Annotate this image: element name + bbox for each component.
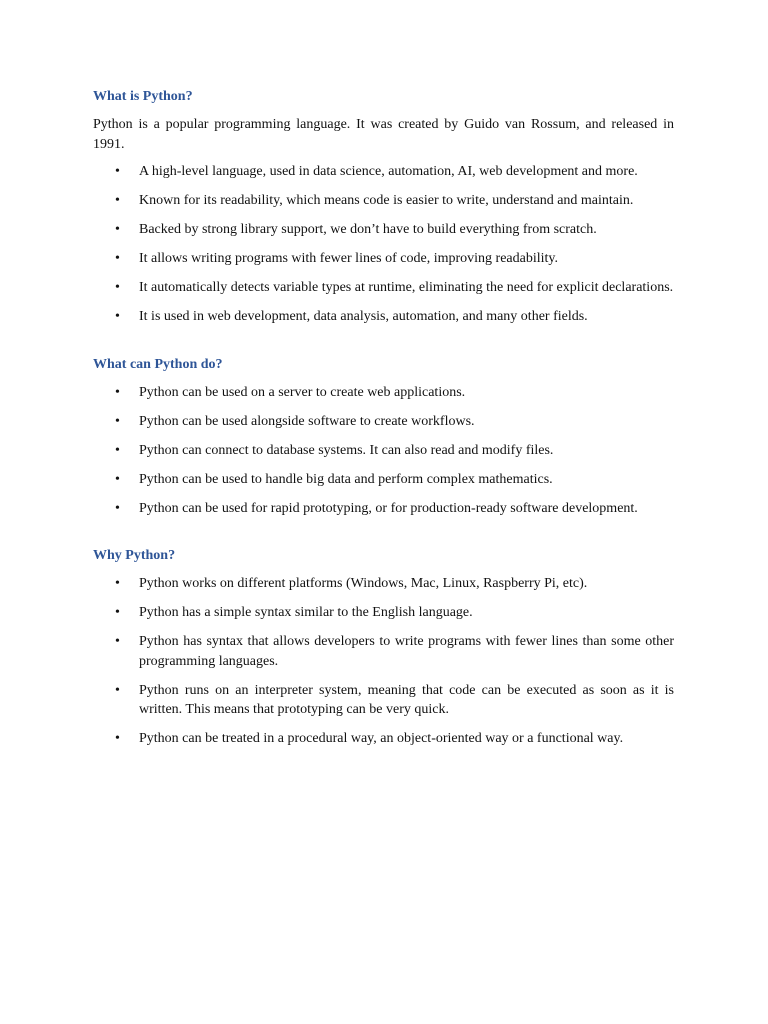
list-item-text: A high-level language, used in data science, automation, AI, web development and more. [139,164,638,179]
bullet-icon: • [115,442,120,458]
list-item [93,191,674,211]
section-heading: What can Python do? [93,356,223,372]
bullet-icon: • [115,634,120,649]
list-item-text: Python can be used on a server to create web applications. [139,384,466,400]
list-item [93,162,674,182]
list-item [93,681,674,720]
bullet-icon: • [115,280,120,295]
list-item-text: Python can connect to database systems. It can also read and modify files. [139,442,554,458]
section-intro: Python is a popular programming language. It was created by Guido van Rossum, and released in 1991. [93,117,674,152]
section-why-python [93,546,674,749]
list-item [93,307,674,327]
bullet-icon: • [115,193,120,208]
bullet-icon: • [115,500,120,516]
bullet-icon: • [115,576,120,591]
bullet-icon: • [115,251,120,266]
section-what-can-python-do [93,355,674,519]
list-item [93,603,674,623]
bullet-list [93,162,674,327]
bullet-icon: • [115,731,120,746]
list-item [93,383,674,403]
list-item-text: Python has syntax that allows developers to write programs with fewer lines than some other programming languages. [139,634,674,669]
list-item-text: Python can be treated in a procedural way, an object-oriented way or a functional way. [139,731,624,746]
list-item-text: Python works on different platforms (Windows, Mac, Linux, Raspberry Pi, etc). [139,576,588,591]
bullet-icon: • [115,413,120,429]
section-heading: What is Python? [93,89,193,104]
list-item [93,729,674,749]
list-item-text: Known for its readability, which means code is easier to write, understand and maintain. [139,193,634,208]
list-item-text: Python can be used for rapid prototyping, or for production-ready software development. [139,500,638,516]
list-item-text: Python runs on an interpreter system, meaning that code can be executed as soon as it is written. This means that prototyping can be very quick. [139,682,674,717]
bullet-list [93,383,674,519]
list-item-text: It automatically detects variable types at runtime, eliminating the need for explicit declarations. [139,280,674,295]
list-item [93,574,674,594]
list-item [93,470,674,490]
bullet-icon: • [115,164,120,179]
bullet-icon: • [115,222,120,237]
list-item [93,412,674,432]
list-item-text: It is used in web development, data analysis, automation, and many other fields. [139,309,588,324]
list-item-text: It allows writing programs with fewer lines of code, improving readability. [139,251,558,266]
list-item [93,441,674,461]
bullet-icon: • [115,471,120,487]
list-item-text: Python can be used to handle big data and perform complex mathematics. [139,471,553,487]
list-item [93,499,674,519]
bullet-icon: • [115,309,120,324]
bullet-icon: • [115,605,120,620]
bullet-icon: • [115,682,120,698]
list-item-text: Python has a simple syntax similar to the English language. [139,605,473,620]
list-item [93,220,674,240]
section-what-is-python [93,87,674,327]
bullet-icon: • [115,384,120,400]
list-item [93,632,674,671]
bullet-list [93,574,674,749]
section-heading: Why Python? [93,548,176,563]
list-item-text: Backed by strong library support, we don’t have to build everything from scratch. [139,222,597,237]
list-item [93,278,674,298]
list-item-text: Python can be used alongside software to create workflows. [139,413,475,429]
list-item [93,249,674,269]
